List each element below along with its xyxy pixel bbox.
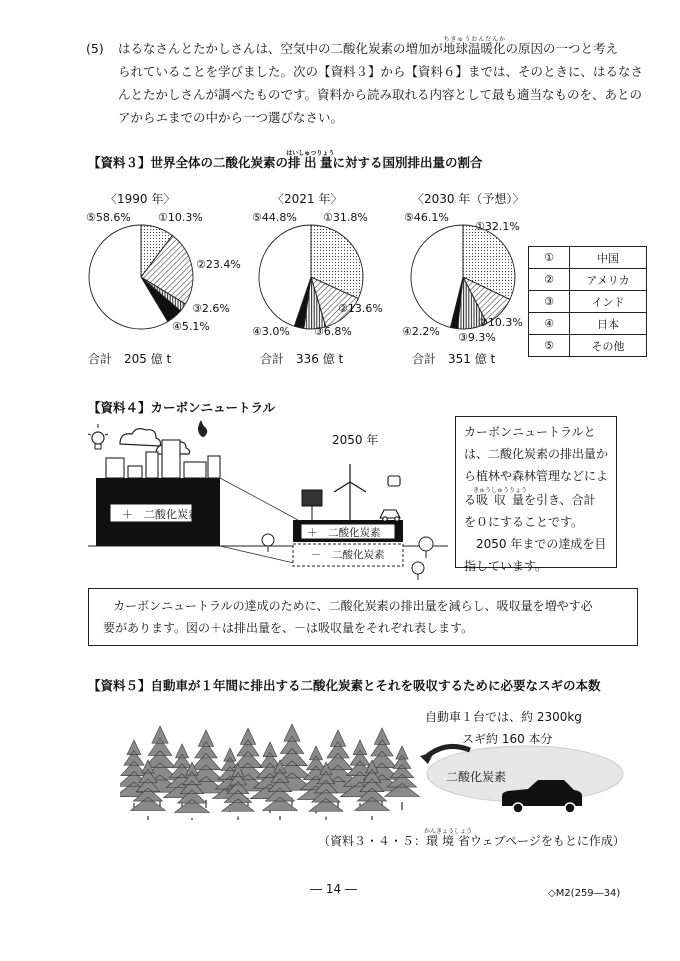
question-line-1: (5) はるなさんとたかしさんは、空気中の二酸化炭素の増加が地球温暖化ちきゅうおんだんかの原因の一つと考え: [88, 36, 648, 60]
wind-turbine-icon: [334, 464, 366, 520]
pie3-total: 合計 351 億 t: [412, 352, 496, 366]
pie3-label-china: ①32.1%: [475, 220, 520, 233]
material3-title: 【資料３】世界全体の二酸化炭素の排出量はいしゅつりょうに対する国別排出量の割合: [88, 150, 483, 170]
lightbulb-icon: [88, 424, 108, 449]
pie2-year: 〈2021 年〉: [272, 192, 343, 206]
pie3-label-india: ③9.3%: [458, 331, 496, 344]
material4-title: 【資料４】カーボンニュートラル: [88, 400, 276, 415]
cedar-count-text: スギ約 160 本分: [462, 732, 553, 746]
pie3-label-other: ⑤46.1%: [404, 211, 449, 224]
page-number: ― 14 ―: [310, 882, 357, 896]
cedar-forest-illustration: [120, 700, 420, 820]
emission-right-label: ＋ 二酸化炭素: [307, 527, 381, 539]
carbon-neutral-definition: カーボンニュートラルと は、二酸化炭素の排出量か ら植林や森林管理などによ る吸収量きゅうしゅうりょうを引き、合計 を０にすることです。 2050 年までの達成を目 指しています。: [455, 416, 617, 568]
ruby-chikyu-ondanka: 地球温暖化ちきゅうおんだんか: [443, 36, 506, 56]
country-legend: [528, 246, 647, 357]
city-buildings: [106, 440, 220, 478]
exam-code: ◇M2(259―34): [548, 888, 621, 899]
pie2-label-india: ③6.8%: [314, 325, 352, 338]
pie1-total: 合計 205 億 t: [88, 352, 172, 366]
question-line-2: られていることを学びました。次の【資料３】から【資料６】までは、そのときに、はるなさ: [118, 64, 644, 79]
pie3-label-japan: ④2.2%: [402, 325, 440, 338]
pie3-year: 〈2030 年（予想）〉: [412, 192, 525, 206]
solar-panel-icon: [302, 490, 322, 520]
pie1-label-other: ⑤58.6%: [86, 211, 131, 224]
legend-row: ③ インド: [529, 291, 647, 313]
flame-icon: [198, 420, 207, 437]
source-note: （資料３・４・５：環境省かんきょうしょうウェブページをもとに作成）: [318, 828, 625, 848]
pie3-label-usa: ②10.3%: [478, 316, 523, 329]
pie2-label-other: ⑤44.8%: [252, 211, 297, 224]
material5-title: 【資料５】自動車が１年間に排出する二酸化炭素とそれを吸収するために必要なスギの本数: [88, 678, 601, 693]
pie1-label-china: ①10.3%: [158, 211, 203, 224]
carbon-neutral-illustration: [88, 416, 448, 591]
question-line-4: アからエまでの中から一つ選びなさい。: [118, 110, 344, 125]
legend-row: ① 中国: [529, 247, 647, 269]
pie1-label-japan: ④5.1%: [172, 320, 210, 333]
pie1-year: 〈1990 年〉: [105, 192, 176, 206]
absorption-label: － 二酸化炭素: [311, 549, 385, 561]
legend-row: ⑤ その他: [529, 335, 647, 357]
carbon-neutral-note: カーボンニュートラルの達成のために、二酸化炭素の排出量を減らし、吸収量を増やす必 要があります。図の＋は排出量を、－は吸収量をそれぞれ表します。: [88, 588, 638, 646]
legend-row: ④ 日本: [529, 313, 647, 335]
car-emission-text: 自動車１台では、約 2300kg: [425, 710, 582, 724]
pie2-label-japan: ④3.0%: [252, 325, 290, 338]
pie1-label-india: ③2.6%: [192, 302, 230, 315]
question-line-3: んとたかしさんが調べたものです。資料から読み取れる内容として最も適当なものを、あとの: [118, 87, 643, 102]
pie2-total: 合計 336 億 t: [260, 352, 344, 366]
question-number: (5): [86, 41, 104, 56]
pie-chart-2021: [256, 222, 366, 332]
legend-row: ② アメリカ: [529, 269, 647, 291]
co2-label: 二酸化炭素: [446, 770, 507, 784]
pie2-label-china: ①31.8%: [323, 211, 368, 224]
electric-car-icon: [380, 476, 400, 521]
pie2-label-usa: ②13.6%: [338, 302, 383, 315]
pie-chart-1990: [86, 222, 196, 332]
year-2050-label: 2050 年: [332, 433, 379, 447]
emission-left-label: ＋ 二酸化炭素: [122, 508, 199, 521]
question-text: [88, 36, 648, 129]
pie1-label-usa: ②23.4%: [196, 258, 241, 271]
